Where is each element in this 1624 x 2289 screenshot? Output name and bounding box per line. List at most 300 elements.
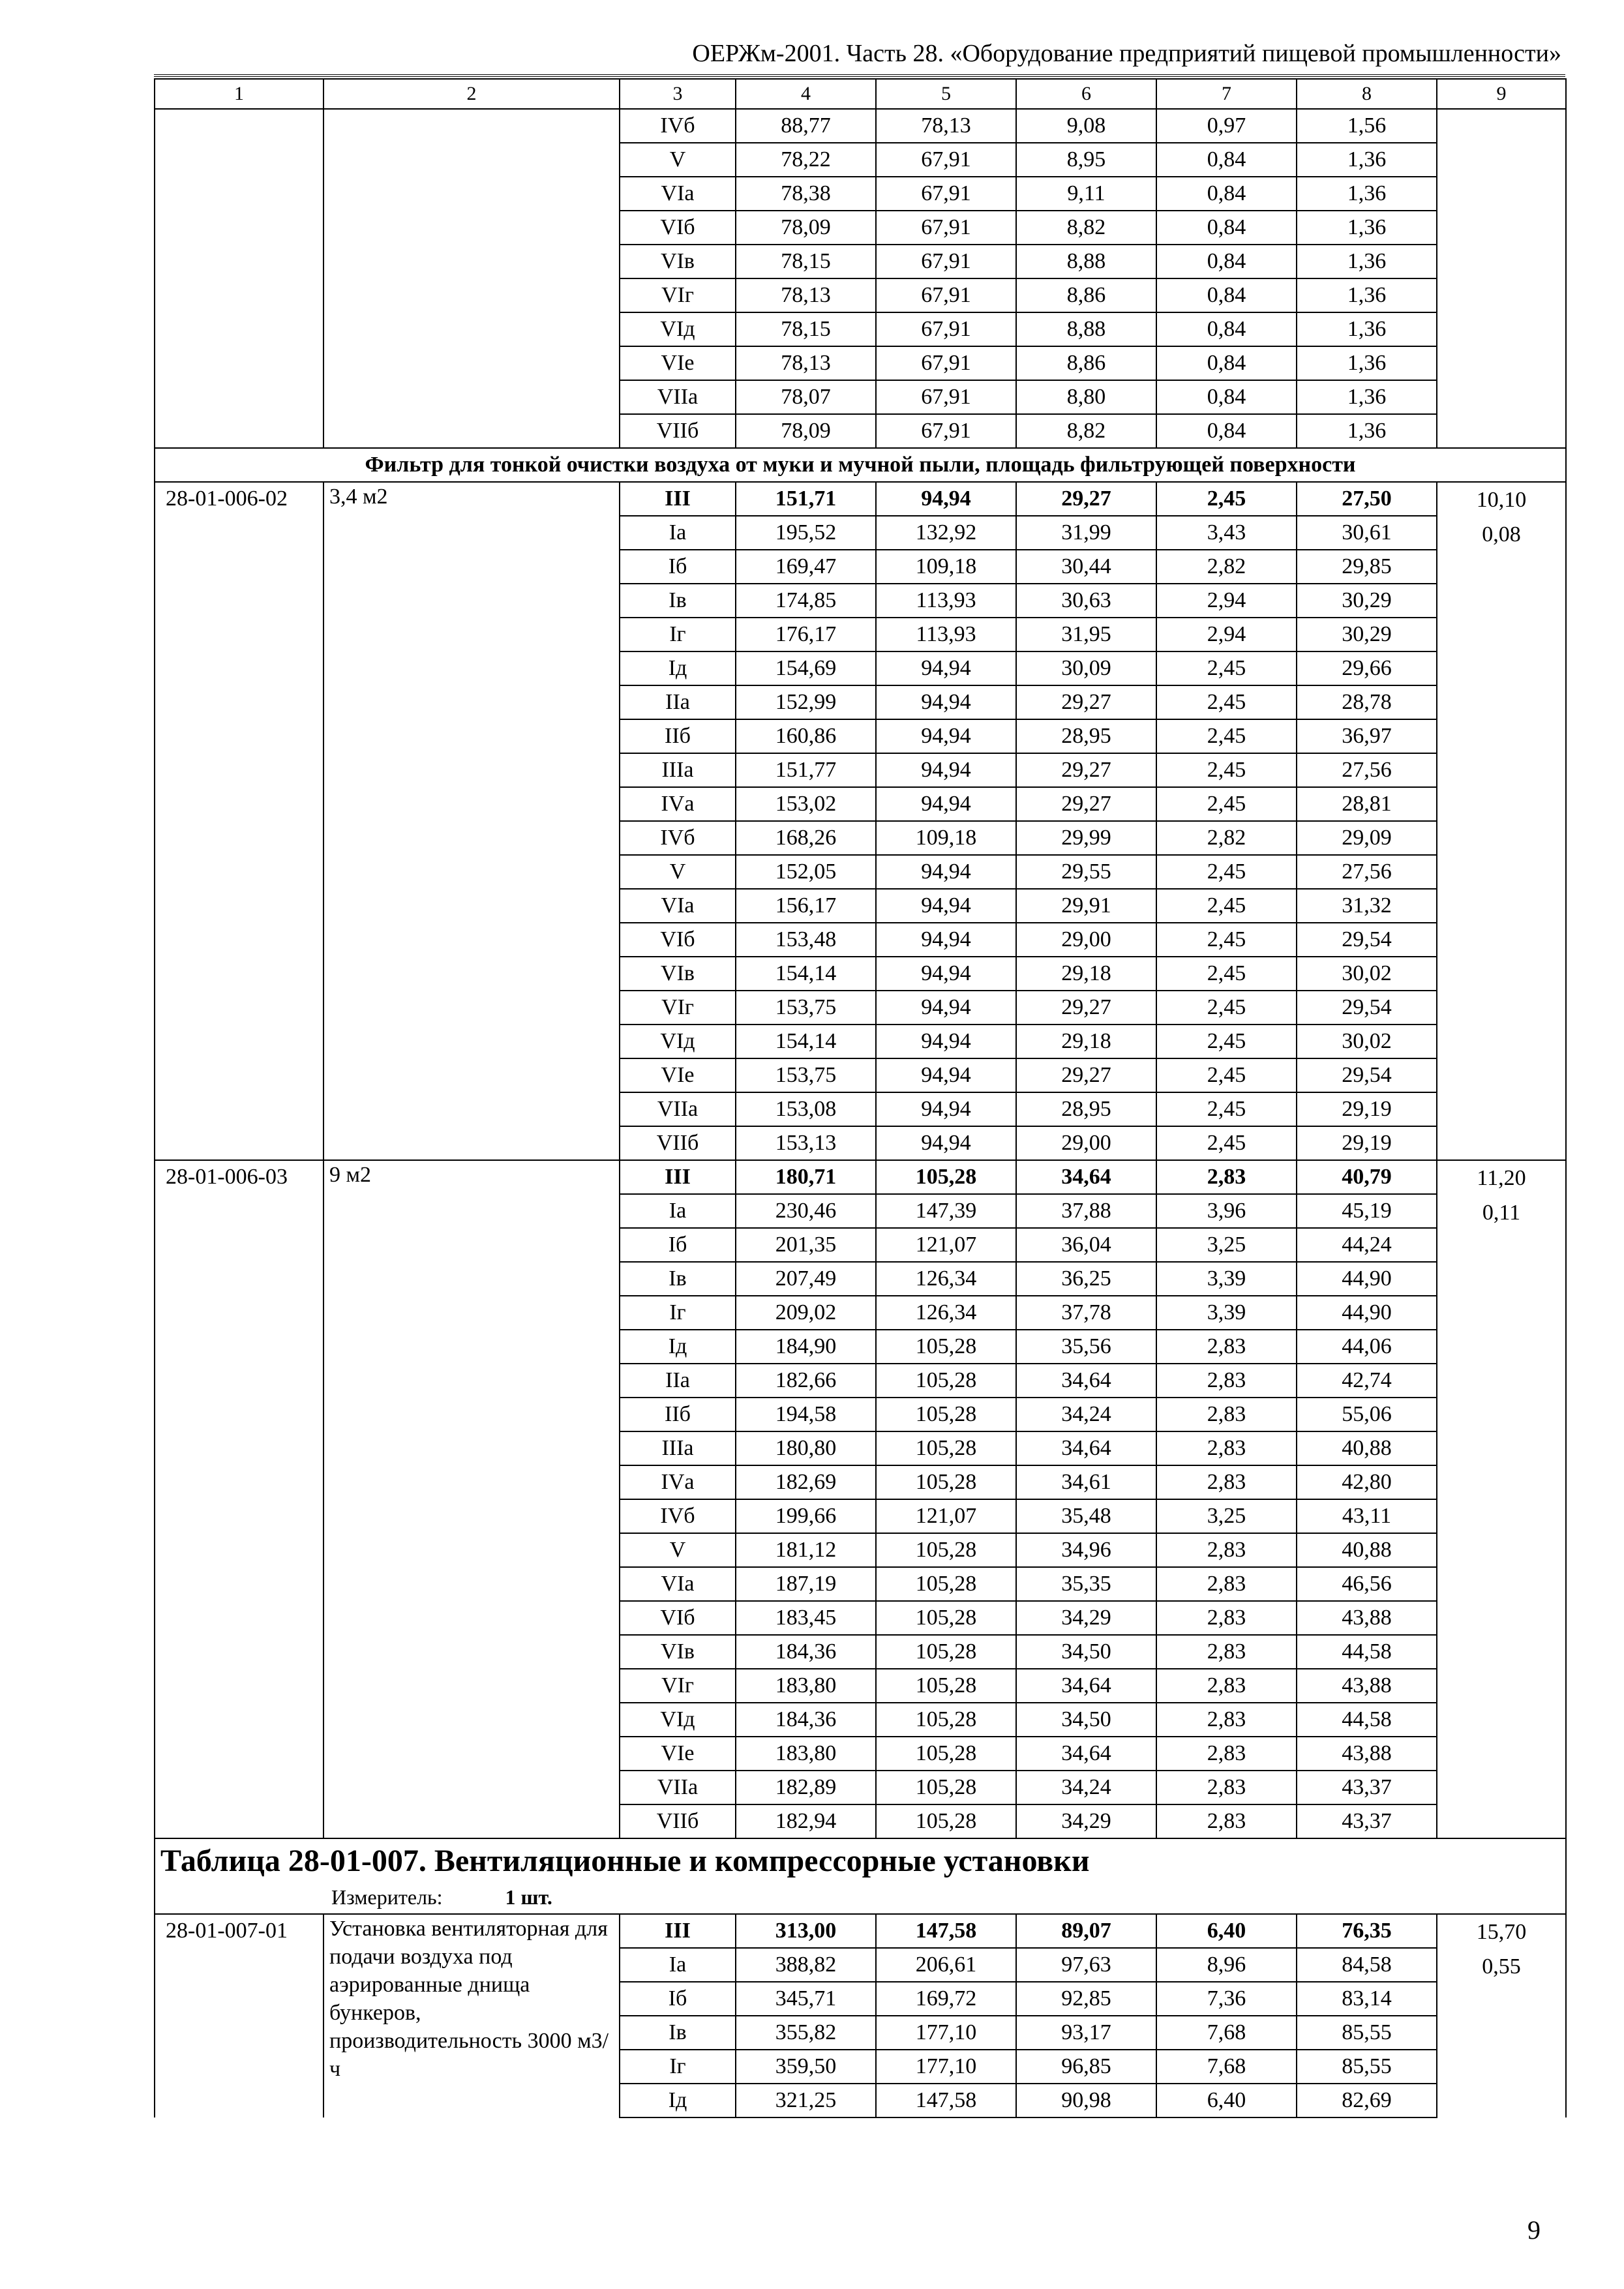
value-cell: 78,09 [736, 211, 876, 245]
value-cell: 2,83 [1156, 1601, 1297, 1635]
value-cell: 2,45 [1156, 855, 1297, 889]
column-9-value: 11,20 [1477, 1166, 1526, 1190]
zone-cell: Iв [620, 1262, 736, 1296]
value-cell: 43,11 [1297, 1499, 1437, 1533]
value-cell: 154,69 [736, 651, 876, 685]
value-cell: 34,50 [1016, 1635, 1156, 1669]
value-cell: 44,90 [1297, 1296, 1437, 1330]
value-cell: 2,83 [1156, 1804, 1297, 1838]
value-cell: 9,11 [1016, 177, 1156, 211]
value-cell: 78,13 [736, 346, 876, 380]
value-cell: 132,92 [876, 516, 1016, 550]
column-9-cell [1437, 1160, 1566, 1838]
value-cell: 78,22 [736, 143, 876, 177]
value-cell: 67,91 [876, 211, 1016, 245]
value-cell: 105,28 [876, 1330, 1016, 1364]
value-cell: 1,36 [1297, 245, 1437, 278]
value-cell: 90,98 [1016, 2084, 1156, 2117]
table-body [155, 79, 1566, 2117]
zone-cell: VIд [620, 1025, 736, 1058]
zone-cell: IIа [620, 685, 736, 719]
table-row [155, 482, 1566, 516]
value-cell: 94,94 [876, 923, 1016, 957]
value-cell: 109,18 [876, 821, 1016, 855]
zone-cell: VIIа [620, 380, 736, 414]
value-cell: 94,94 [876, 787, 1016, 821]
value-cell: 121,07 [876, 1228, 1016, 1262]
value-cell: 94,94 [876, 889, 1016, 923]
value-cell: 40,79 [1297, 1160, 1437, 1194]
value-cell: 78,13 [736, 278, 876, 312]
value-cell: 169,47 [736, 550, 876, 584]
zone-cell: IIIа [620, 753, 736, 787]
value-cell: 180,71 [736, 1160, 876, 1194]
value-cell: 0,84 [1156, 245, 1297, 278]
value-cell: 3,39 [1156, 1262, 1297, 1296]
value-cell: 34,64 [1016, 1160, 1156, 1194]
rate-code: 28-01-006-03 [155, 1160, 323, 1838]
value-cell: 2,45 [1156, 482, 1297, 516]
value-cell: 27,50 [1297, 482, 1437, 516]
value-cell: 206,61 [876, 1948, 1016, 1982]
value-cell: 84,58 [1297, 1948, 1437, 1982]
value-cell: 151,71 [736, 482, 876, 516]
value-cell: 0,84 [1156, 143, 1297, 177]
value-cell: 29,18 [1016, 957, 1156, 991]
value-cell: 230,46 [736, 1194, 876, 1228]
value-cell: 29,66 [1297, 651, 1437, 685]
value-cell: 30,29 [1297, 618, 1437, 651]
zone-cell: IVб [620, 1499, 736, 1533]
measure-label: Измеритель: [331, 1885, 443, 1909]
value-cell: 0,84 [1156, 278, 1297, 312]
value-cell: 94,94 [876, 651, 1016, 685]
zone-cell: VIв [620, 1635, 736, 1669]
value-cell: 8,95 [1016, 143, 1156, 177]
value-cell: 184,90 [736, 1330, 876, 1364]
value-cell: 183,45 [736, 1601, 876, 1635]
value-cell: 36,97 [1297, 719, 1437, 753]
value-cell: 94,94 [876, 991, 1016, 1025]
value-cell: 94,94 [876, 1058, 1016, 1092]
zone-cell: IVб [620, 821, 736, 855]
zone-cell: V [620, 855, 736, 889]
value-cell: 8,82 [1016, 414, 1156, 448]
zone-cell: IIа [620, 1364, 736, 1398]
value-cell: 6,40 [1156, 2084, 1297, 2117]
value-cell: 27,56 [1297, 753, 1437, 787]
value-cell: 35,56 [1016, 1330, 1156, 1364]
value-cell: 2,45 [1156, 787, 1297, 821]
value-cell: 2,45 [1156, 719, 1297, 753]
value-cell: 201,35 [736, 1228, 876, 1262]
value-cell: 8,82 [1016, 211, 1156, 245]
value-cell: 76,35 [1297, 1914, 1437, 1948]
value-cell: 94,94 [876, 482, 1016, 516]
value-cell: 28,95 [1016, 1092, 1156, 1126]
measure-line [160, 1879, 1565, 1913]
zone-cell: VIв [620, 957, 736, 991]
zone-cell: VIд [620, 312, 736, 346]
value-cell: 355,82 [736, 2016, 876, 2050]
zone-cell: Iг [620, 2050, 736, 2084]
value-cell: 177,10 [876, 2050, 1016, 2084]
value-cell: 153,13 [736, 1126, 876, 1160]
value-cell: 195,52 [736, 516, 876, 550]
value-cell: 34,24 [1016, 1398, 1156, 1431]
value-cell: 2,83 [1156, 1465, 1297, 1499]
value-cell: 321,25 [736, 2084, 876, 2117]
measure-value: 1 шт. [505, 1885, 552, 1909]
value-cell: 30,09 [1016, 651, 1156, 685]
zone-cell: VIг [620, 278, 736, 312]
value-cell: 7,68 [1156, 2050, 1297, 2084]
value-cell: 105,28 [876, 1669, 1016, 1703]
value-cell: 29,19 [1297, 1126, 1437, 1160]
zone-cell: IVб [620, 109, 736, 143]
zone-cell: III [620, 1914, 736, 1948]
value-cell: 154,14 [736, 1025, 876, 1058]
value-cell: 31,99 [1016, 516, 1156, 550]
value-cell: 0,84 [1156, 414, 1297, 448]
value-cell: 207,49 [736, 1262, 876, 1296]
section-title: Фильтр для тонкой очистки воздуха от муки и мучной пыли, площадь фильтрующей поверхности [155, 448, 1566, 482]
table-caption-cell [155, 1838, 1566, 1914]
value-cell: 43,37 [1297, 1804, 1437, 1838]
value-cell: 121,07 [876, 1499, 1016, 1533]
value-cell: 209,02 [736, 1296, 876, 1330]
value-cell: 8,86 [1016, 346, 1156, 380]
value-cell: 94,94 [876, 1126, 1016, 1160]
value-cell: 2,83 [1156, 1737, 1297, 1771]
value-cell: 105,28 [876, 1635, 1016, 1669]
zone-cell: Iг [620, 1296, 736, 1330]
value-cell: 105,28 [876, 1601, 1016, 1635]
value-cell: 40,88 [1297, 1533, 1437, 1567]
value-cell: 42,74 [1297, 1364, 1437, 1398]
value-cell: 67,91 [876, 414, 1016, 448]
column-9-value: 0,08 [1482, 522, 1521, 546]
value-cell: 3,96 [1156, 1194, 1297, 1228]
zone-cell: VIIа [620, 1092, 736, 1126]
value-cell: 34,96 [1016, 1533, 1156, 1567]
value-cell: 85,55 [1297, 2050, 1437, 2084]
value-cell: 94,94 [876, 1025, 1016, 1058]
zone-cell: VIб [620, 1601, 736, 1635]
zone-cell: Iд [620, 2084, 736, 2117]
value-cell: 2,83 [1156, 1703, 1297, 1737]
value-cell: 183,80 [736, 1669, 876, 1703]
value-cell: 2,94 [1156, 618, 1297, 651]
zone-cell: V [620, 143, 736, 177]
value-cell: 2,45 [1156, 991, 1297, 1025]
value-cell: 27,56 [1297, 855, 1437, 889]
value-cell: 153,48 [736, 923, 876, 957]
value-cell: 2,45 [1156, 753, 1297, 787]
value-cell: 2,83 [1156, 1533, 1297, 1567]
value-cell: 2,83 [1156, 1669, 1297, 1703]
value-cell: 36,04 [1016, 1228, 1156, 1262]
value-cell: 1,36 [1297, 346, 1437, 380]
value-cell: 2,45 [1156, 1126, 1297, 1160]
value-cell: 35,35 [1016, 1567, 1156, 1601]
value-cell: 8,86 [1016, 278, 1156, 312]
zone-cell: V [620, 1533, 736, 1567]
column-9-value: 10,10 [1476, 488, 1527, 512]
page-number: 9 [1527, 2215, 1541, 2245]
value-cell: 78,09 [736, 414, 876, 448]
zone-cell: VIд [620, 1703, 736, 1737]
value-cell: 152,99 [736, 685, 876, 719]
value-cell: 0,84 [1156, 346, 1297, 380]
value-cell: 78,15 [736, 245, 876, 278]
value-cell: 29,09 [1297, 821, 1437, 855]
zone-cell: VIг [620, 991, 736, 1025]
value-cell: 105,28 [876, 1465, 1016, 1499]
rate-code [155, 109, 323, 448]
table-caption-row [155, 1838, 1566, 1914]
rates-table-container [154, 78, 1565, 2118]
column-9-cell [1437, 482, 1566, 1160]
rates-table [154, 78, 1567, 2118]
value-cell: 126,34 [876, 1262, 1016, 1296]
value-cell: 34,50 [1016, 1703, 1156, 1737]
value-cell: 45,19 [1297, 1194, 1437, 1228]
zone-cell: VIIа [620, 1771, 736, 1804]
value-cell: 105,28 [876, 1431, 1016, 1465]
value-cell: 29,27 [1016, 991, 1156, 1025]
value-cell: 29,99 [1016, 821, 1156, 855]
value-cell: 37,78 [1016, 1296, 1156, 1330]
value-cell: 3,39 [1156, 1296, 1297, 1330]
value-cell: 88,77 [736, 109, 876, 143]
column-number: 4 [736, 79, 876, 109]
value-cell: 93,17 [1016, 2016, 1156, 2050]
zone-cell: VIа [620, 177, 736, 211]
zone-cell: Iа [620, 516, 736, 550]
value-cell: 2,83 [1156, 1364, 1297, 1398]
value-cell: 169,72 [876, 1982, 1016, 2016]
value-cell: 2,83 [1156, 1431, 1297, 1465]
column-9-cell [1437, 1914, 1566, 2117]
value-cell: 34,29 [1016, 1601, 1156, 1635]
value-cell: 2,94 [1156, 584, 1297, 618]
value-cell: 153,02 [736, 787, 876, 821]
zone-cell: VIб [620, 923, 736, 957]
value-cell: 30,29 [1297, 584, 1437, 618]
value-cell: 34,61 [1016, 1465, 1156, 1499]
value-cell: 30,61 [1297, 516, 1437, 550]
zone-cell: Iа [620, 1948, 736, 1982]
value-cell: 199,66 [736, 1499, 876, 1533]
value-cell: 6,40 [1156, 1914, 1297, 1948]
zone-cell: VIа [620, 1567, 736, 1601]
value-cell: 78,15 [736, 312, 876, 346]
value-cell: 35,48 [1016, 1499, 1156, 1533]
value-cell: 44,06 [1297, 1330, 1437, 1364]
value-cell: 30,02 [1297, 1025, 1437, 1058]
column-number: 7 [1156, 79, 1297, 109]
value-cell: 67,91 [876, 346, 1016, 380]
zone-cell: IIб [620, 1398, 736, 1431]
zone-cell: Iб [620, 550, 736, 584]
value-cell: 29,00 [1016, 1126, 1156, 1160]
value-cell: 7,68 [1156, 2016, 1297, 2050]
value-cell: 152,05 [736, 855, 876, 889]
value-cell: 2,83 [1156, 1398, 1297, 1431]
value-cell: 182,89 [736, 1771, 876, 1804]
value-cell: 2,82 [1156, 821, 1297, 855]
value-cell: 0,84 [1156, 312, 1297, 346]
value-cell: 34,64 [1016, 1431, 1156, 1465]
zone-cell: VIг [620, 1669, 736, 1703]
value-cell: 3,25 [1156, 1499, 1297, 1533]
section-title-row [155, 448, 1566, 482]
zone-cell: IIIа [620, 1431, 736, 1465]
value-cell: 177,10 [876, 2016, 1016, 2050]
value-cell: 29,54 [1297, 1058, 1437, 1092]
value-cell: 181,12 [736, 1533, 876, 1567]
column-9-value: 0,55 [1482, 1954, 1521, 1979]
rate-description: 9 м2 [323, 1160, 620, 1838]
value-cell: 67,91 [876, 278, 1016, 312]
value-cell: 85,55 [1297, 2016, 1437, 2050]
value-cell: 3,43 [1156, 516, 1297, 550]
value-cell: 147,39 [876, 1194, 1016, 1228]
column-number: 3 [620, 79, 736, 109]
table-row [155, 1914, 1566, 1948]
value-cell: 1,36 [1297, 312, 1437, 346]
value-cell: 29,19 [1297, 1092, 1437, 1126]
value-cell: 94,94 [876, 957, 1016, 991]
zone-cell: Iг [620, 618, 736, 651]
zone-cell: Iа [620, 1194, 736, 1228]
value-cell: 151,77 [736, 753, 876, 787]
value-cell: 29,27 [1016, 1058, 1156, 1092]
value-cell: 34,24 [1016, 1771, 1156, 1804]
value-cell: 28,78 [1297, 685, 1437, 719]
column-number: 8 [1297, 79, 1437, 109]
value-cell: 0,84 [1156, 211, 1297, 245]
value-cell: 2,83 [1156, 1330, 1297, 1364]
value-cell: 29,27 [1016, 482, 1156, 516]
value-cell: 3,25 [1156, 1228, 1297, 1262]
value-cell: 2,45 [1156, 1025, 1297, 1058]
value-cell: 176,17 [736, 618, 876, 651]
header-title: ОЕРЖм-2001. Часть 28. «Оборудование предприятий пищевой промышленности» [692, 40, 1561, 67]
value-cell: 92,85 [1016, 1982, 1156, 2016]
value-cell: 2,82 [1156, 550, 1297, 584]
value-cell: 28,81 [1297, 787, 1437, 821]
zone-cell: VIа [620, 889, 736, 923]
value-cell: 1,36 [1297, 278, 1437, 312]
value-cell: 1,36 [1297, 380, 1437, 414]
value-cell: 153,75 [736, 1058, 876, 1092]
value-cell: 2,45 [1156, 957, 1297, 991]
value-cell: 28,95 [1016, 719, 1156, 753]
value-cell: 40,88 [1297, 1431, 1437, 1465]
value-cell: 44,24 [1297, 1228, 1437, 1262]
value-cell: 345,71 [736, 1982, 876, 2016]
value-cell: 78,38 [736, 177, 876, 211]
value-cell: 43,37 [1297, 1771, 1437, 1804]
value-cell: 2,45 [1156, 651, 1297, 685]
zone-cell: Iв [620, 584, 736, 618]
value-cell: 29,85 [1297, 550, 1437, 584]
column-number-row [155, 79, 1566, 109]
value-cell: 94,94 [876, 753, 1016, 787]
value-cell: 313,00 [736, 1914, 876, 1948]
value-cell: 89,07 [1016, 1914, 1156, 1948]
value-cell: 105,28 [876, 1771, 1016, 1804]
value-cell: 83,14 [1297, 1982, 1437, 2016]
value-cell: 1,36 [1297, 211, 1437, 245]
column-number: 9 [1437, 79, 1566, 109]
value-cell: 29,55 [1016, 855, 1156, 889]
zone-cell: VIIб [620, 1804, 736, 1838]
value-cell: 9,08 [1016, 109, 1156, 143]
value-cell: 30,63 [1016, 584, 1156, 618]
value-cell: 2,45 [1156, 685, 1297, 719]
zone-cell: III [620, 482, 736, 516]
value-cell: 29,27 [1016, 685, 1156, 719]
value-cell: 8,88 [1016, 312, 1156, 346]
value-cell: 34,29 [1016, 1804, 1156, 1838]
value-cell: 1,36 [1297, 177, 1437, 211]
value-cell: 2,45 [1156, 889, 1297, 923]
zone-cell: VIе [620, 1058, 736, 1092]
value-cell: 46,56 [1297, 1567, 1437, 1601]
table-row [155, 1160, 1566, 1194]
value-cell: 31,95 [1016, 618, 1156, 651]
column-number: 5 [876, 79, 1016, 109]
value-cell: 94,94 [876, 685, 1016, 719]
value-cell: 34,64 [1016, 1364, 1156, 1398]
value-cell: 30,44 [1016, 550, 1156, 584]
value-cell: 0,84 [1156, 380, 1297, 414]
value-cell: 37,88 [1016, 1194, 1156, 1228]
value-cell: 168,26 [736, 821, 876, 855]
value-cell: 359,50 [736, 2050, 876, 2084]
value-cell: 94,94 [876, 1092, 1016, 1126]
zone-cell: VIе [620, 1737, 736, 1771]
value-cell: 0,97 [1156, 109, 1297, 143]
value-cell: 105,28 [876, 1398, 1016, 1431]
value-cell: 7,36 [1156, 1982, 1297, 2016]
value-cell: 43,88 [1297, 1669, 1437, 1703]
value-cell: 174,85 [736, 584, 876, 618]
value-cell: 2,83 [1156, 1160, 1297, 1194]
column-9-cell [1437, 109, 1566, 448]
value-cell: 105,28 [876, 1737, 1016, 1771]
value-cell: 388,82 [736, 1948, 876, 1982]
value-cell: 29,54 [1297, 923, 1437, 957]
value-cell: 36,25 [1016, 1262, 1156, 1296]
value-cell: 153,75 [736, 991, 876, 1025]
value-cell: 97,63 [1016, 1948, 1156, 1982]
value-cell: 30,02 [1297, 957, 1437, 991]
value-cell: 109,18 [876, 550, 1016, 584]
value-cell: 67,91 [876, 380, 1016, 414]
value-cell: 2,83 [1156, 1567, 1297, 1601]
value-cell: 105,28 [876, 1160, 1016, 1194]
value-cell: 1,36 [1297, 414, 1437, 448]
value-cell: 67,91 [876, 245, 1016, 278]
value-cell: 29,54 [1297, 991, 1437, 1025]
value-cell: 182,69 [736, 1465, 876, 1499]
value-cell: 184,36 [736, 1635, 876, 1669]
value-cell: 29,18 [1016, 1025, 1156, 1058]
